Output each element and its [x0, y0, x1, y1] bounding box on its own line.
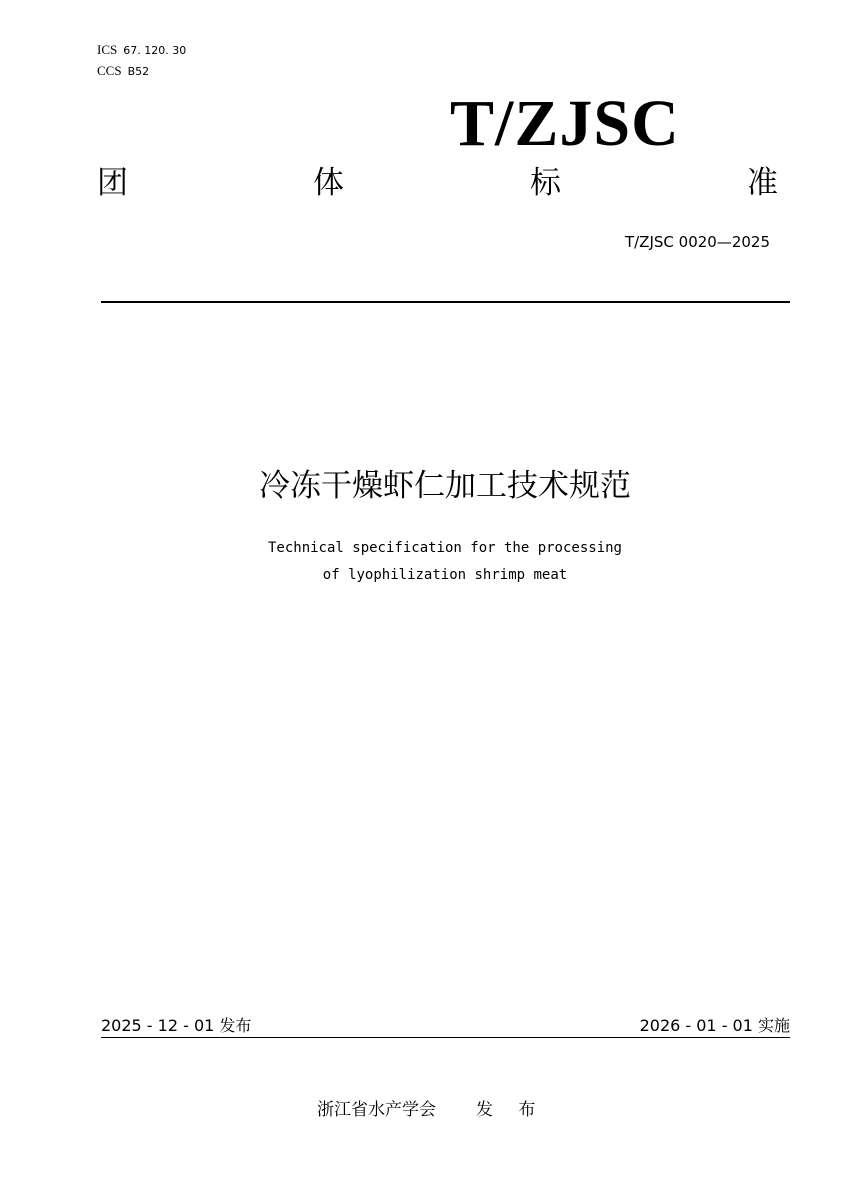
ccs-code [97, 64, 149, 79]
title-english-line-1: Technical specification for the processing [267, 540, 622, 556]
top-divider [101, 301, 790, 303]
standard-type-char: 准 [747, 165, 778, 201]
ccs-value: B52 [127, 65, 150, 78]
issuer-name: 浙江省水产学会 [317, 1100, 436, 1120]
ics-code [97, 43, 186, 58]
issuer-suffix: 发 布 [476, 1100, 546, 1120]
title-chinese: 冷冻干燥虾仁加工技术规范 [259, 468, 631, 504]
issuer [317, 1099, 545, 1121]
ics-value: 67. 120. 30 [123, 44, 187, 57]
ccs-label: CCS [97, 63, 122, 78]
issue-date: 2025 - 12 - 01 发布 [101, 1016, 252, 1035]
ics-label: ICS [97, 42, 118, 57]
standard-type-char: 标 [530, 165, 561, 201]
title-english-line-2: of lyophilization shrimp meat [322, 567, 568, 583]
standard-logo: T/ZJSC [450, 87, 680, 160]
bottom-divider [101, 1037, 790, 1038]
standard-type-char: 团 [97, 165, 128, 201]
standard-type-char: 体 [313, 165, 344, 201]
standard-number: T/ZJSC 0020—2025 [624, 233, 770, 251]
implementation-date: 2026 - 01 - 01 实施 [639, 1016, 790, 1035]
